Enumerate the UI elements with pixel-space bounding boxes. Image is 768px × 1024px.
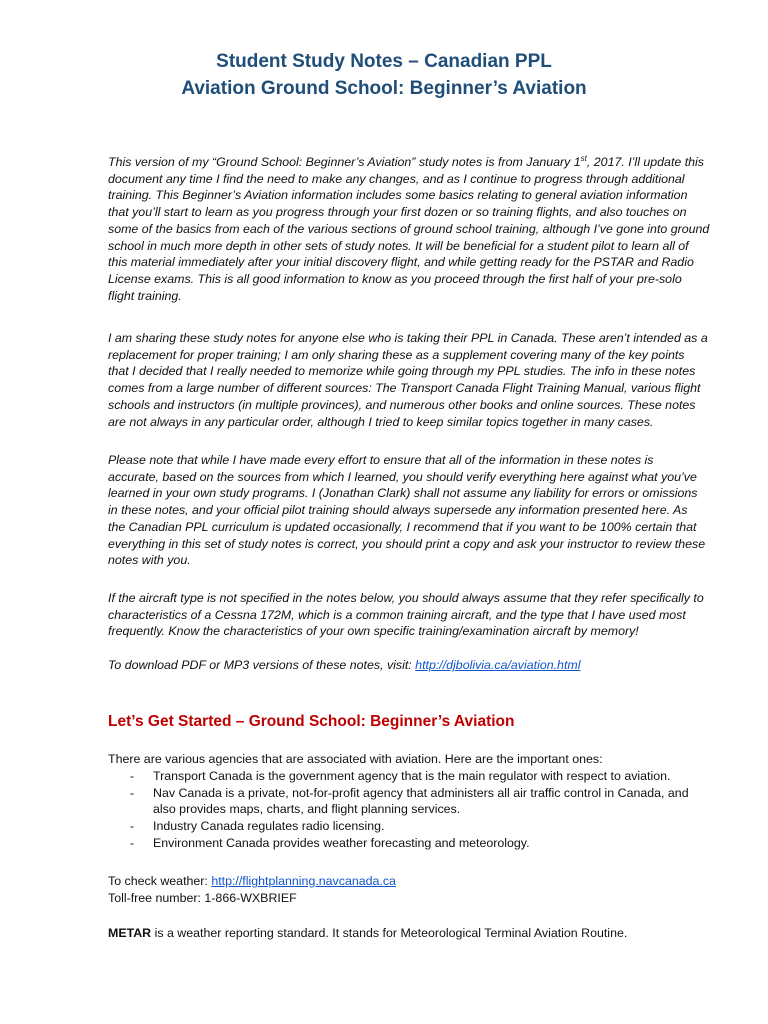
intro-line: flight training. [108,288,182,303]
intro-line: accurate, based on the sources from which I learned, you should verify everything here against what you’ve [108,469,697,484]
list-item-text: Industry Canada regulates radio licensing. [153,819,385,834]
list-item [108,818,689,835]
intro-line: I am sharing these study notes for anyone else who is taking their PPL in Canada. These aren’t intended as a [108,331,708,345]
list-item [108,785,689,818]
intro-line: Please note that while I have made every effort to ensure that all of the information in these notes is [108,453,654,467]
section-heading: Let’s Get Started – Ground School: Beginner’s Aviation [108,713,515,730]
bullet-dash: - [130,769,135,783]
metar-term: METAR [108,926,152,940]
intro-line: replacement for proper training; I am only sharing these as a supplement covering many of the key points [108,347,685,362]
intro-paragraph-aircraft [108,590,720,640]
intro-line: frequently. Know the characteristics of your own specific training/examination aircraft by memory! [108,624,639,639]
intro-line: some of the basics from each of the various sections of ground school training, although I’ve gone into ground [108,221,710,236]
download-text: To download PDF or MP3 versions of these notes, visit: [108,658,416,672]
bullet-dash: - [130,835,135,850]
intro-text: This version of my “Ground School: Beginner’s Aviation” study notes is from January 1 [108,155,581,169]
list-item-text: also provides maps, charts, and flight planning services. [153,802,461,817]
document-title-line-2: Aviation Ground School: Beginner’s Aviation [181,78,587,99]
intro-line: the Canadian PPL curriculum is updated occasionally, I recommend that if you want to be 100% certain that [108,519,697,534]
intro-line: notes with you. [108,553,191,568]
intro-line: are not always in any particular order, although I tried to keep similar topics together in many cases. [108,414,654,429]
list-item-text: Nav Canada is a private, not-for-profit agency that administers all air traffic control in Canada, and [153,785,689,800]
intro-line: If the aircraft type is not specified in the notes below, you should always assume that they refer specifically to [108,591,704,605]
intro-line: school in much more depth in other sets of study notes. It will be beneficial for a student pilot to learn all of [108,238,689,253]
agencies-intro: There are various agencies that are associated with aviation. Here are the important ones: [108,752,603,766]
intro-line: in these notes, and your official pilot training should always supersede any information presented here. As [108,503,688,518]
intro-line: License exams. This is all good information to know as you proceed through the first half of your pre-solo [108,271,682,286]
intro-paragraph-disclaimer [108,452,720,569]
intro-paragraph-download [108,657,720,674]
list-item [108,835,689,852]
metar-definition [108,925,627,942]
bullet-dash: - [130,819,135,834]
metar-text: is a weather reporting standard. It stands for Meteorological Terminal Aviation Routine. [151,926,628,940]
weather-link[interactable]: http://flightplanning.navcanada.ca [211,874,396,888]
list-item [108,768,689,785]
intro-paragraph-sharing [108,330,720,430]
intro-line: schools and instructors (in multiple provinces), and numerous other books and online sources. These notes [108,397,696,412]
intro-line: that you’ll start to learn as you progress through your first dozen or so training flights, and also touches on [108,205,687,220]
intro-line: everything in this set of study notes is correct, you should print a copy and ask your instructor to review these [108,536,706,551]
intro-line: document any time I find the need to make any changes, and as I continue to progress through additional [108,171,685,186]
intro-line: learned in your own study programs. I (Jonathan Clark) shall not assume any liability for errors or omissions [108,486,698,501]
bullet-dash: - [130,785,135,800]
download-link[interactable]: http://djbolivia.ca/aviation.html [415,658,581,672]
intro-line: training. This Beginner’s Aviation information includes some basics relating to general aviation information [108,188,688,203]
tollfree-number: Toll-free number: 1-866-WXBRIEF [108,891,297,905]
intro-line: that I decided that I really needed to memorize while going through my PPL studies. The info in these notes [108,364,696,379]
agency-list [108,768,689,852]
intro-line [108,154,720,171]
intro-paragraph-version [108,154,720,304]
weather-line [108,873,396,890]
list-item-text: Environment Canada provides weather forecasting and meteorology. [153,835,530,850]
intro-line: this material immediately after your initial discovery flight, and while getting ready for the PSTAR and Radio [108,255,694,270]
intro-line: comes from a large number of different sources: The Transport Canada Flight Training Manual, various flight [108,381,701,396]
ordinal-suffix: st [580,153,587,163]
intro-text: , 2017. I’ll update this [586,155,705,169]
intro-line: characteristics of a Cessna 172M, which is a common training aircraft, and the type that I have used most [108,607,686,622]
document-title-line-1: Student Study Notes – Canadian PPL [216,51,552,72]
weather-label: To check weather: [108,874,212,888]
list-item-text: Transport Canada is the government agency that is the main regulator with respect to aviation. [153,769,671,783]
